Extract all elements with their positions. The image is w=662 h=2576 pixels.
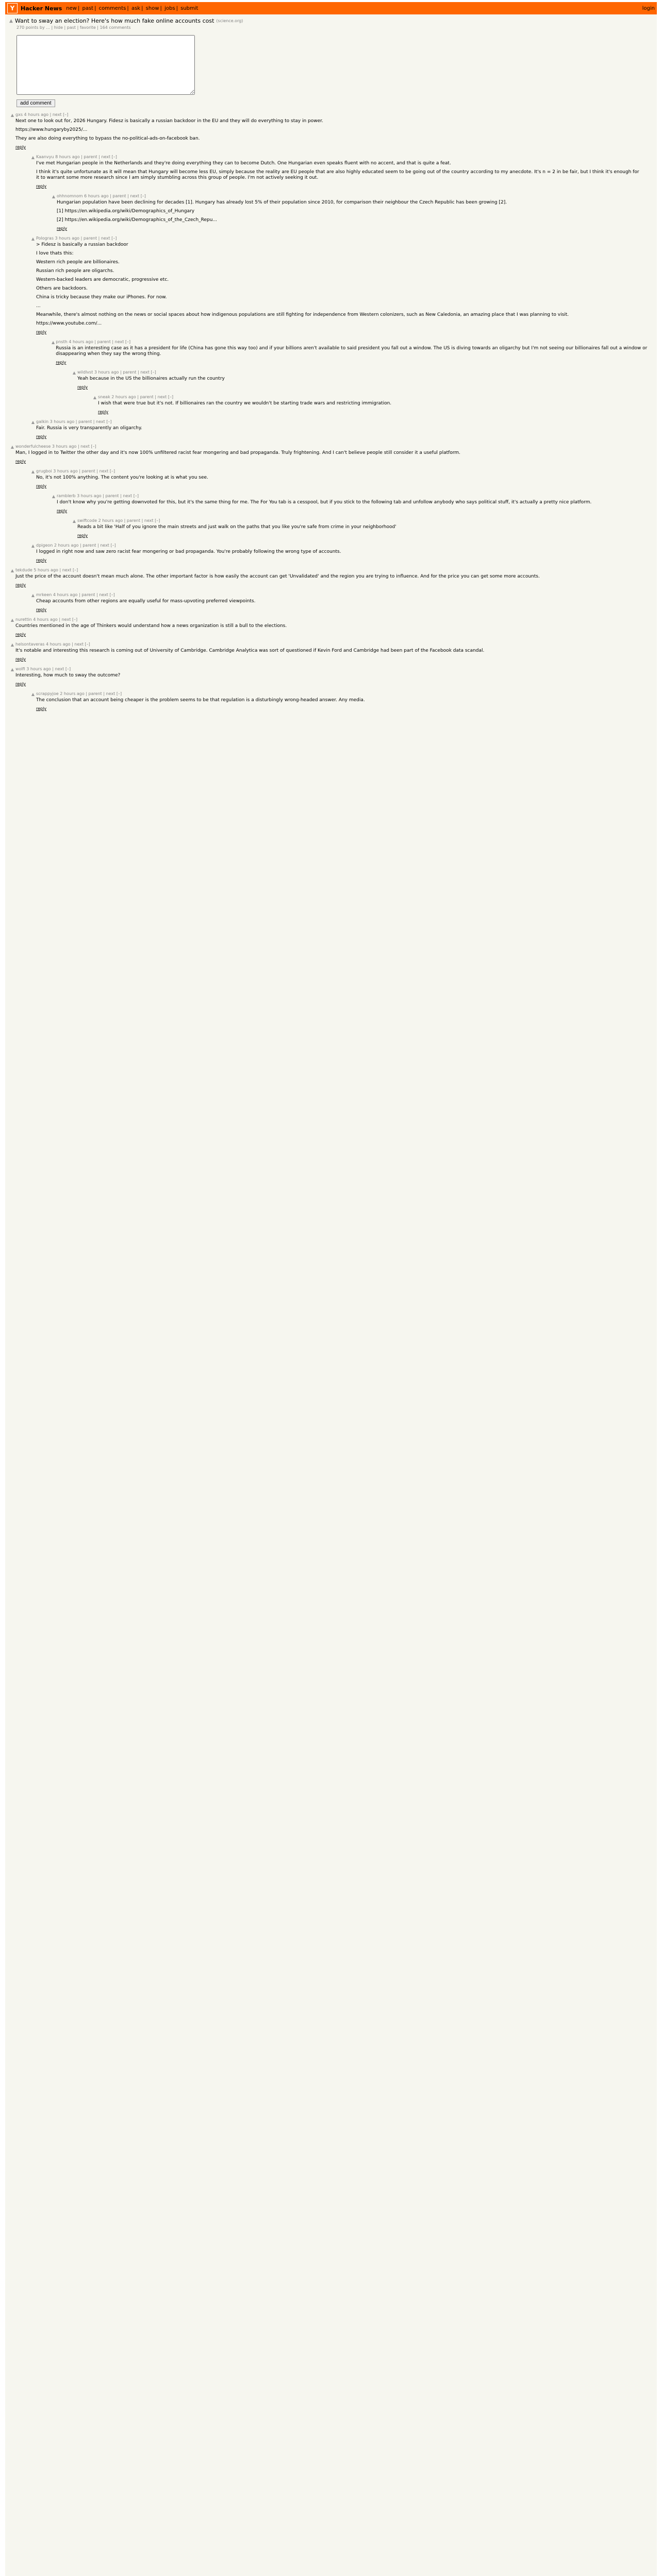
comment-body bbox=[36, 469, 639, 488]
nav-comments[interactable]: comments bbox=[98, 5, 126, 11]
comment-paragraph: Just the price of the account doesn't mean much alone. The other important factor is how easily the account can get 'Unvalidated' and the region you are trying to influence. And for the price you can get some more accounts. bbox=[15, 574, 540, 579]
comment-paragraph: It's notable and interesting this research is coming out of University of Cambridge. Cambridge Analytica was sort of questioned if Kevin Ford and Cambridge had been part of the Facebook data scandal. bbox=[15, 648, 485, 653]
comment bbox=[9, 543, 653, 563]
comment-text bbox=[15, 673, 619, 679]
comment bbox=[9, 469, 653, 488]
comment bbox=[9, 691, 653, 711]
comment-paragraph: ... bbox=[36, 303, 41, 309]
comment bbox=[9, 568, 653, 587]
upvote-icon[interactable]: ▲ bbox=[31, 593, 35, 598]
story bbox=[5, 14, 657, 107]
comment-body bbox=[36, 155, 639, 189]
comment-body bbox=[15, 444, 619, 464]
upvote-icon[interactable]: ▲ bbox=[10, 642, 14, 647]
comment-paragraph: Man, I logged in to Twitter the other day and it's now 100% unfiltered racist fear mongering and bad propaganda. Truly frightening. And I can't believe people still consider it a useful platform. bbox=[15, 450, 461, 455]
reply-link[interactable]: reply bbox=[36, 607, 47, 612]
comment-indent bbox=[9, 236, 30, 334]
comment-meta[interactable]: ramblerb 3 hours ago | parent | next [–] bbox=[57, 494, 139, 498]
upvote-icon[interactable]: ▲ bbox=[10, 445, 14, 449]
comment-paragraph: Russia is an interesting case as it has a president for life (China has gone this way too) and if your billions aren't available to said president you fall out a window. The US is diving towards an oligarchy but I'm not seeing our billionaires fall out a window or disappearing when they say the wrong thing. bbox=[56, 346, 648, 357]
comment-meta[interactable]: swiftcode 2 hours ago | parent | next [–] bbox=[77, 518, 160, 523]
comment-paragraph: Yeah because in the US the billionaires actually run the country bbox=[77, 376, 225, 381]
comment bbox=[9, 419, 653, 439]
comment-meta[interactable]: pnsth 4 hours ago | parent | next [–] bbox=[56, 340, 131, 344]
comment-meta[interactable]: dpigeon 2 hours ago | parent | next [–] bbox=[36, 543, 116, 548]
comment-paragraph: Russian rich people are oligarchs. bbox=[36, 268, 114, 274]
comment-body bbox=[57, 494, 653, 513]
comment-indent bbox=[9, 518, 71, 538]
comment-paragraph: > Fidesz is basically a russian backdoor bbox=[36, 242, 128, 247]
comment-paragraph: No, it's not 100% anything. The content you're looking at is what you see. bbox=[36, 475, 208, 480]
add-comment-button[interactable]: add comment bbox=[16, 99, 55, 107]
reply-link[interactable]: reply bbox=[57, 226, 68, 231]
nav-new[interactable]: new bbox=[66, 5, 77, 11]
comment bbox=[9, 642, 653, 662]
comment-meta[interactable]: wonderfulcheese 3 hours ago | next [–] bbox=[15, 444, 96, 449]
comment-body bbox=[57, 194, 653, 231]
reply-link[interactable]: reply bbox=[15, 657, 26, 662]
top-bar bbox=[5, 2, 657, 14]
reply-link[interactable]: reply bbox=[36, 434, 47, 439]
comment bbox=[9, 592, 653, 612]
comment-indent bbox=[9, 469, 30, 488]
reply-link[interactable]: reply bbox=[36, 558, 47, 563]
nav-links: new | past | comments | ask | show | jobs | submit bbox=[66, 5, 198, 11]
comment bbox=[9, 494, 653, 513]
comment-paragraph: Western-backed leaders are democratic, progressive etc. bbox=[36, 277, 169, 282]
comment-meta[interactable]: tekdude 5 hours ago | next [–] bbox=[15, 568, 78, 572]
comment-body bbox=[77, 370, 653, 389]
comment-paragraph: [2] https://en.wikipedia.org/wiki/Demographics_of_the_Czech_Repu... bbox=[57, 217, 218, 223]
comment-text bbox=[36, 426, 639, 431]
comment-meta[interactable]: ohhnomnom 6 hours ago | parent | next [–] bbox=[57, 194, 146, 198]
comment-meta[interactable]: scrappyjoe 2 hours ago | parent | next [–] bbox=[36, 691, 122, 696]
comment-paragraph: I love thats this: bbox=[36, 251, 74, 256]
comment-indent bbox=[9, 155, 30, 189]
page bbox=[5, 2, 657, 2576]
reply-box bbox=[16, 35, 653, 107]
comment-text bbox=[15, 648, 619, 654]
comment-body bbox=[15, 617, 619, 637]
comment-meta[interactable]: wolfi 3 hours ago | next [–] bbox=[15, 667, 71, 671]
nav-submit[interactable]: submit bbox=[180, 5, 198, 11]
reply-link[interactable]: reply bbox=[98, 410, 109, 414]
comment bbox=[9, 112, 653, 149]
comment bbox=[9, 236, 653, 334]
comment bbox=[9, 194, 653, 231]
comment-body bbox=[36, 419, 639, 439]
upvote-icon[interactable]: ▲ bbox=[31, 236, 35, 241]
reply-link[interactable]: reply bbox=[15, 682, 26, 686]
upvote-icon[interactable]: ▲ bbox=[31, 692, 35, 697]
comment-text bbox=[57, 200, 653, 223]
comment bbox=[9, 155, 653, 189]
comment-paragraph: I've met Hungarian people in the Netherlands and they're doing everything they can to become Dutch. One Hungarian even speaks fluent with no accent, and that is quite a feat. bbox=[36, 161, 451, 166]
comment-body bbox=[36, 543, 639, 563]
comment-text bbox=[36, 599, 639, 604]
comment-text bbox=[15, 574, 619, 580]
upvote-icon[interactable]: ▲ bbox=[72, 519, 76, 523]
comment-body bbox=[36, 592, 639, 612]
comment-text bbox=[36, 698, 639, 703]
comment-meta[interactable]: helsontaveras 4 hours ago | next [–] bbox=[15, 642, 90, 647]
comment-body bbox=[77, 518, 653, 538]
comment-body bbox=[98, 395, 653, 414]
upvote-icon[interactable]: ▲ bbox=[52, 340, 55, 345]
comment-indent bbox=[9, 543, 30, 563]
comment-text bbox=[36, 242, 639, 327]
upvote-icon[interactable]: ▲ bbox=[31, 155, 35, 160]
reply-link[interactable]: reply bbox=[15, 632, 26, 637]
reply-link[interactable]: reply bbox=[56, 360, 67, 365]
upvote-icon[interactable]: ▲ bbox=[10, 618, 14, 622]
comment-text bbox=[98, 401, 653, 406]
comment-meta[interactable]: Pologras 3 hours ago | parent | next [–] bbox=[36, 236, 117, 241]
reply-link[interactable]: reply bbox=[77, 533, 88, 538]
comment-paragraph: Fair. Russia is very transparently an oligarchy. bbox=[36, 426, 142, 431]
upvote-icon[interactable]: ▲ bbox=[52, 194, 56, 199]
nav-jobs[interactable]: jobs bbox=[164, 5, 175, 11]
comment bbox=[9, 340, 653, 365]
comment-text bbox=[36, 475, 639, 481]
upvote-icon[interactable]: ▲ bbox=[72, 370, 76, 375]
comment-meta[interactable]: Kaanvyu 8 hours ago | parent | next [–] bbox=[36, 155, 117, 159]
comment-thread bbox=[5, 107, 657, 711]
upvote-icon[interactable]: ▲ bbox=[9, 18, 13, 24]
upvote-icon[interactable]: ▲ bbox=[52, 494, 56, 499]
upvote-icon[interactable]: ▲ bbox=[93, 395, 97, 400]
nav-show[interactable]: show bbox=[145, 5, 159, 11]
story-domain[interactable]: (science.org) bbox=[216, 19, 243, 23]
comment-body bbox=[36, 236, 639, 334]
comment-text bbox=[57, 500, 653, 505]
comment bbox=[9, 370, 653, 389]
comment-indent bbox=[9, 340, 51, 365]
nav-past[interactable]: past bbox=[82, 5, 94, 11]
comment bbox=[9, 617, 653, 637]
comment bbox=[9, 395, 653, 414]
comment-paragraph: China is tricky because they make our iPhones. For now. bbox=[36, 295, 167, 300]
comment-paragraph: I don't know why you're getting downvoted for this, but it's the same thing for me. The For You tab is a cesspool, but if you stick to the following tab and unfollow anybody who says political stuff, it's actually a pretty nice platform. bbox=[57, 500, 592, 505]
reply-link[interactable]: reply bbox=[36, 706, 47, 711]
comment-body bbox=[15, 667, 619, 686]
reply-link[interactable]: reply bbox=[36, 184, 47, 189]
comment-meta[interactable]: sneak 2 hours ago | parent | next [–] bbox=[98, 395, 174, 399]
upvote-icon[interactable]: ▲ bbox=[10, 667, 14, 672]
comment-text bbox=[77, 524, 653, 530]
comment-paragraph: Next one to look out for, 2026 Hungary. Fidesz is basically a russian backdoor in the EU and they will do everything to stay in power. bbox=[15, 118, 323, 124]
comment-paragraph: I logged in right now and saw zero racist fear mongering or bad propaganda. You're probably following the wrong type of accounts. bbox=[36, 549, 341, 554]
comment-meta[interactable]: galkin 3 hours ago | parent | next [–] bbox=[36, 419, 112, 424]
comment-paragraph: Meanwhile, there's almost nothing on the news or social spaces about how indigenous populations are still fighting for independence from Western colonizers, such as New Caledonia, an amazing place that I was planning to visit. bbox=[36, 312, 569, 317]
comment-indent bbox=[9, 494, 51, 513]
upvote-icon[interactable]: ▲ bbox=[10, 568, 14, 573]
comment-text bbox=[15, 450, 619, 456]
logo-icon[interactable]: Y bbox=[7, 3, 18, 13]
comment-text bbox=[56, 346, 653, 357]
reply-link[interactable]: reply bbox=[36, 330, 47, 334]
comment-body bbox=[36, 691, 639, 711]
comment-paragraph: Countries mentioned in the age of Thinkers would understand how a news organization is still a bull to the elections. bbox=[15, 623, 287, 629]
story-title[interactable]: Want to sway an election? Here's how much fake online accounts cost bbox=[14, 18, 214, 24]
comment-body bbox=[15, 112, 619, 149]
comment-indent bbox=[9, 370, 71, 389]
comment-paragraph: [1] https://en.wikipedia.org/wiki/Demographics_of_Hungary bbox=[57, 209, 195, 214]
comment-input[interactable] bbox=[16, 35, 195, 95]
comment-paragraph: Others are backdoors. bbox=[36, 286, 88, 291]
comment-indent bbox=[9, 691, 30, 711]
comment-paragraph: Reads a bit like 'Half of you ignore the main streets and just walk on the paths that you like you're safe from crime in your neighborhood' bbox=[77, 524, 396, 530]
login-link[interactable]: login bbox=[642, 5, 655, 11]
comment-indent bbox=[9, 592, 30, 612]
upvote-icon[interactable]: ▲ bbox=[31, 420, 35, 425]
comment bbox=[9, 518, 653, 538]
comment-text bbox=[77, 376, 653, 382]
comment-meta[interactable]: nurettin 4 hours ago | next [–] bbox=[15, 617, 78, 622]
comment bbox=[9, 667, 653, 686]
comment-indent bbox=[9, 419, 30, 439]
comment-body bbox=[56, 340, 653, 365]
comment-indent bbox=[9, 194, 51, 231]
comment-paragraph: https://www.hungaryby2025/... bbox=[15, 127, 88, 132]
comment-indent bbox=[9, 395, 92, 414]
reply-link[interactable]: reply bbox=[77, 385, 88, 389]
comment-body bbox=[15, 568, 619, 587]
reply-link[interactable]: reply bbox=[36, 484, 47, 488]
comment-text bbox=[36, 549, 639, 555]
comment-text bbox=[15, 118, 619, 142]
comment-paragraph: https://www.youtube.com/... bbox=[36, 321, 102, 326]
comment-paragraph: Western rich people are billionaires. bbox=[36, 260, 120, 265]
reply-link[interactable]: reply bbox=[15, 145, 26, 149]
comment-paragraph: Cheap accounts from other regions are equally useful for mass-upvoting preferred viewpoints. bbox=[36, 599, 256, 604]
comment-paragraph: Interesting, how much to sway the outcome? bbox=[15, 673, 121, 678]
reply-link[interactable]: reply bbox=[15, 459, 26, 464]
comment-paragraph: The conclusion that an account being cheaper is the problem seems to be that regulation is a disturbingly wrong-headed answer. Any media. bbox=[36, 698, 365, 703]
comment-paragraph: I wish that were true but it's not. If billionaires ran the country we wouldn't be starting trade wars and restricting immigration. bbox=[98, 401, 392, 406]
reply-link[interactable]: reply bbox=[57, 509, 68, 513]
comment-meta[interactable]: mrkeen 4 hours ago | parent | next [–] bbox=[36, 592, 115, 597]
upvote-icon[interactable]: ▲ bbox=[31, 469, 35, 474]
comment-paragraph: Hungarian population have been declining for decades [1]. Hungary has already lost 5% of their population since 2010, for comparison their neighbour the Czech Republic has been growing [2]. bbox=[57, 200, 507, 205]
comment-body bbox=[15, 642, 619, 662]
reply-link[interactable]: reply bbox=[15, 583, 26, 587]
site-title[interactable]: Hacker News bbox=[21, 5, 62, 12]
nav-ask[interactable]: ask bbox=[131, 5, 141, 11]
comment-meta[interactable]: wildlvst 3 hours ago | parent | next [–] bbox=[77, 370, 156, 375]
upvote-icon[interactable]: ▲ bbox=[31, 544, 35, 548]
comment-meta[interactable]: gxs 4 hours ago | next [–] bbox=[15, 112, 69, 117]
comment-paragraph: They are also doing everything to bypass the no-political-ads-on-facebook ban. bbox=[15, 136, 200, 141]
comment-text bbox=[15, 623, 619, 629]
upvote-icon[interactable]: ▲ bbox=[10, 113, 14, 117]
comment-meta[interactable]: grugboi 3 hours ago | parent | next [–] bbox=[36, 469, 115, 473]
comment bbox=[9, 444, 653, 464]
story-subline: 270 points by ... | hide | past | favorite | 164 comments bbox=[16, 25, 131, 30]
comment-text bbox=[36, 161, 639, 181]
comment-paragraph: I think it's quite unfortunate as it will mean that Hungary will become less EU, simply because the reality are EU people that are also highly educated seem to be going out of the country according to my anecdote. It's n = 2 in be fair, but I think it's enough for it to warrant some more research since I am simply stumbling across this group of people. I'm not actively seeking it out. bbox=[36, 170, 639, 180]
